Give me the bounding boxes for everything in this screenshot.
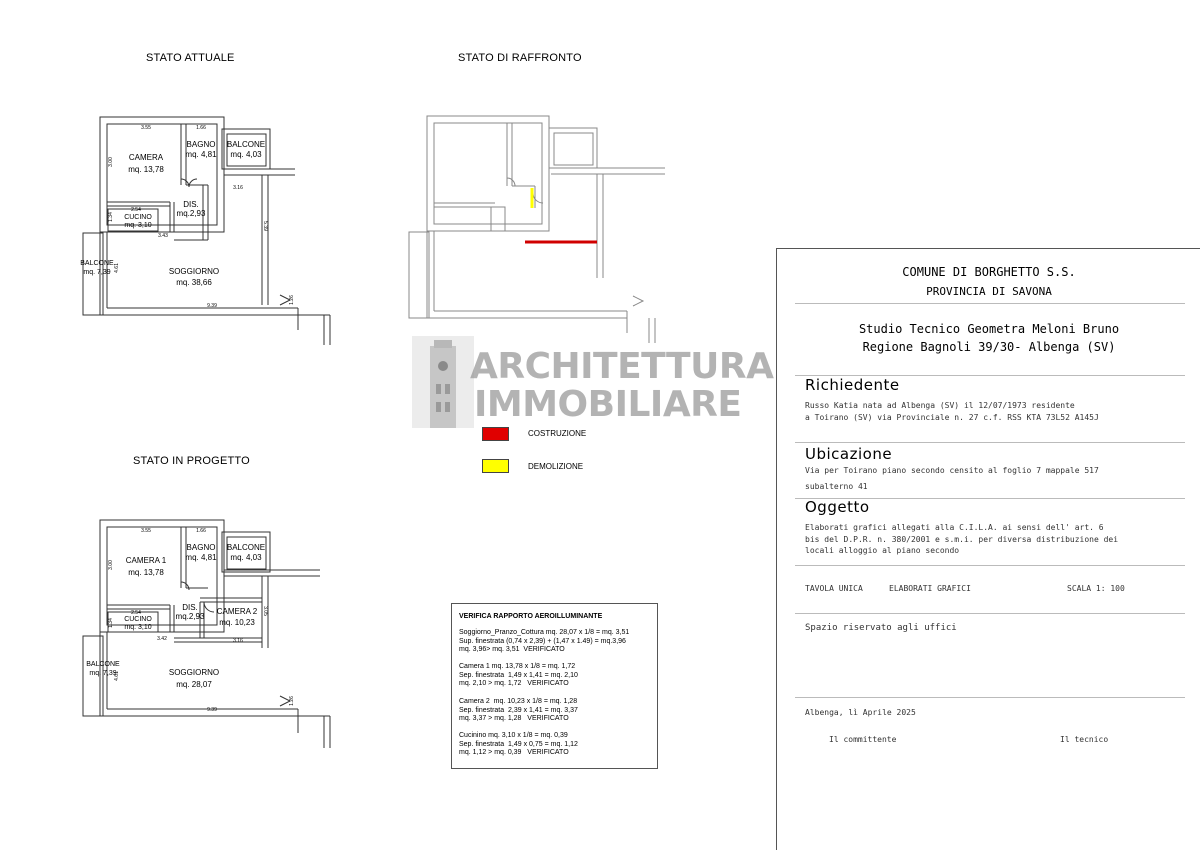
room-soggiorno-area: mq. 38,66 [176, 278, 212, 287]
dim-label: 1.66 [196, 125, 206, 131]
legend-demolizione-swatch [482, 459, 509, 473]
tb-comune: COMUNE DI BORGHETTO S.S. [902, 265, 1076, 279]
title-block [776, 248, 1200, 850]
room-dis-area: mq.2,93 [175, 612, 205, 621]
tb-studio: Studio Tecnico Geometra Meloni Bruno [858, 322, 1120, 336]
room-balcone-area: mq. 4,03 [230, 553, 262, 562]
room-balcone2: BALCONE [86, 661, 120, 668]
dim-label: 4.61 [114, 263, 120, 273]
legend-costruzione-swatch [482, 427, 509, 441]
room-camera2: CAMERA 2 [216, 607, 258, 616]
room-balcone: BALCONE [226, 140, 266, 149]
room-soggiorno-area: mq. 28,07 [176, 680, 212, 689]
tb-ubicazione-2: subalterno 41 [805, 482, 868, 491]
verifica-title: VERIFICA RAPPORTO AEROILLUMINANTE [459, 613, 603, 620]
room-camera2-area: mq. 10,23 [219, 618, 255, 627]
tb-spazio: Spazio riservato agli uffici [805, 623, 957, 633]
dim-label: 3.00 [108, 560, 114, 570]
tb-scala: SCALA 1: 100 [1067, 584, 1125, 593]
tb-richiedente-1: Russo Katia nata ad Albenga (SV) il 12/07/1973 residente [805, 401, 1075, 410]
room-camera1-area: mq. 13,78 [128, 568, 164, 577]
tb-oggetto-label: Oggetto [805, 498, 870, 516]
legend-costruzione-label: COSTRUZIONE [528, 429, 587, 438]
legend-demolizione-label: DEMOLIZIONE [528, 462, 584, 471]
room-balcone2: BALCONE [80, 260, 114, 267]
room-dis-area: mq.2,93 [176, 209, 206, 218]
room-bagno: BAGNO [186, 543, 216, 552]
tb-richiedente-label: Richiedente [805, 376, 900, 394]
tb-tavola: TAVOLA UNICA [805, 584, 863, 593]
dim-label: 1.26 [289, 696, 295, 706]
room-balcone: BALCONE [226, 543, 266, 552]
tb-elaborati: ELABORATI GRAFICI [889, 584, 971, 593]
tb-richiedente-2: a Toirano (SV) via Provinciale n. 27 c.f. RSS KTA 73L52 A145J [805, 413, 1099, 422]
dim-label: 9.39 [207, 303, 217, 309]
floor-plan-raffronto [405, 108, 665, 348]
tb-indirizzo: Regione Bagnoli 39/30- Albenga (SV) [862, 340, 1116, 354]
tb-divider [795, 697, 1185, 698]
tb-divider [795, 303, 1185, 304]
room-camera-area: mq. 13,78 [128, 165, 164, 174]
dim-label: 1.34 [108, 212, 114, 222]
room-bagno: BAGNO [186, 140, 216, 149]
tb-ubicazione-label: Ubicazione [805, 445, 893, 463]
dim-label: 3.16 [233, 638, 243, 644]
section-title-stato-raffronto: STATO DI RAFFRONTO [458, 52, 582, 64]
room-bagno-area: mq. 4,81 [185, 150, 217, 159]
tb-tecnico: Il tecnico [1060, 735, 1109, 744]
tb-divider [795, 613, 1185, 614]
tb-ubicazione-1: Via per Toirano piano secondo censito al foglio 7 mappale 517 [805, 466, 1099, 475]
verifica-soggiorno: Soggiorno_Pranzo_Cottura mq. 28,07 x 1/8 = mq. 3,51 Sup. finestrata (0,74 x 2,39) + (1,47 x 1.49) = mq.3,96 mq. 3,96> mq. 3,51 VERIFICATO [459, 629, 630, 653]
watermark-line1: ARCHITETTURA [470, 346, 774, 387]
room-cucino-area: mq. 3,10 [124, 624, 152, 631]
watermark [404, 332, 774, 428]
dim-label: 3.55 [141, 125, 151, 131]
dim-label: 3.55 [141, 528, 151, 534]
verifica-box [451, 603, 658, 769]
dim-label: 5.39 [262, 221, 268, 231]
room-camera1: CAMERA 1 [125, 556, 167, 565]
room-balcone-area: mq. 4,03 [230, 150, 262, 159]
verifica-cucinino: Cucinino mq. 3,10 x 1/8 = mq. 0,39 Sep. finestrata 1,49 x 0,75 = mq. 1,12 mq. 1,12 > mq. 0,39 VERIFICATO [459, 732, 578, 756]
room-cucino: CUCINO [124, 214, 152, 221]
dim-label: 2.54 [131, 610, 141, 616]
verifica-camera2: Camera 2 mq. 10,23 x 1/8 = mq. 1,28 Sep. finestrata 2,39 x 1,41 = mq. 3,37 mq. 3,37 > mq. 1,28 VERIFICATO [459, 698, 578, 722]
dim-label: 9.39 [207, 707, 217, 713]
tower-icon [412, 336, 474, 428]
dim-label: 1.34 [108, 618, 114, 628]
section-title-stato-attuale: STATO ATTUALE [146, 52, 235, 64]
tb-data: Albenga, lì Aprile 2025 [805, 708, 916, 717]
dim-label: 3.16 [233, 185, 243, 191]
tb-oggetto-3: locali alloggio al piano secondo [805, 546, 960, 555]
room-dis: DIS. [182, 603, 198, 612]
room-balcone2-area: mq. 7,39 [83, 269, 111, 276]
verifica-camera1: Camera 1 mq. 13,78 x 1/8 = mq. 1,72 Sep. finestrata 1,49 x 1,41 = mq. 2,10 mq. 2,10 > mq. 1,72 VERIFICATO [459, 663, 578, 687]
tb-committente: Il committente [829, 735, 897, 744]
tb-divider [795, 442, 1185, 443]
dim-label: 3.05 [262, 606, 268, 616]
room-cucino-area: mq. 3,10 [124, 222, 152, 229]
dim-label: 3.43 [158, 233, 168, 239]
dim-label: 3.42 [157, 636, 167, 642]
section-title-stato-progetto: STATO IN PROGETTO [133, 455, 250, 467]
tb-provincia: PROVINCIA DI SAVONA [926, 285, 1052, 298]
watermark-line2: IMMOBILIARE [474, 384, 742, 425]
tb-oggetto-1: Elaborati grafici allegati alla C.I.L.A. ai sensi dell' art. 6 [805, 523, 1104, 532]
room-bagno-area: mq. 4,81 [185, 553, 217, 562]
dim-label: 2.54 [131, 207, 141, 213]
dim-label: 1.26 [289, 295, 295, 305]
room-soggiorno: SOGGIORNO [168, 668, 220, 677]
dim-label: 3.00 [108, 157, 114, 167]
room-soggiorno: SOGGIORNO [168, 267, 220, 276]
room-dis: DIS. [183, 200, 199, 209]
room-balcone2-area: mq. 7,39 [89, 670, 117, 677]
tb-oggetto-2: bis del D.P.R. n. 380/2001 e s.m.i. per diversa distribuzione dei [805, 535, 1119, 544]
dim-label: 4.61 [114, 671, 120, 681]
dim-label: 1.66 [196, 528, 206, 534]
floor-plan-progetto [80, 508, 340, 748]
tb-divider [795, 565, 1185, 566]
floor-plan-attuale [80, 105, 340, 345]
room-camera: CAMERA [128, 153, 164, 162]
room-cucino: CUCINO [124, 616, 152, 623]
